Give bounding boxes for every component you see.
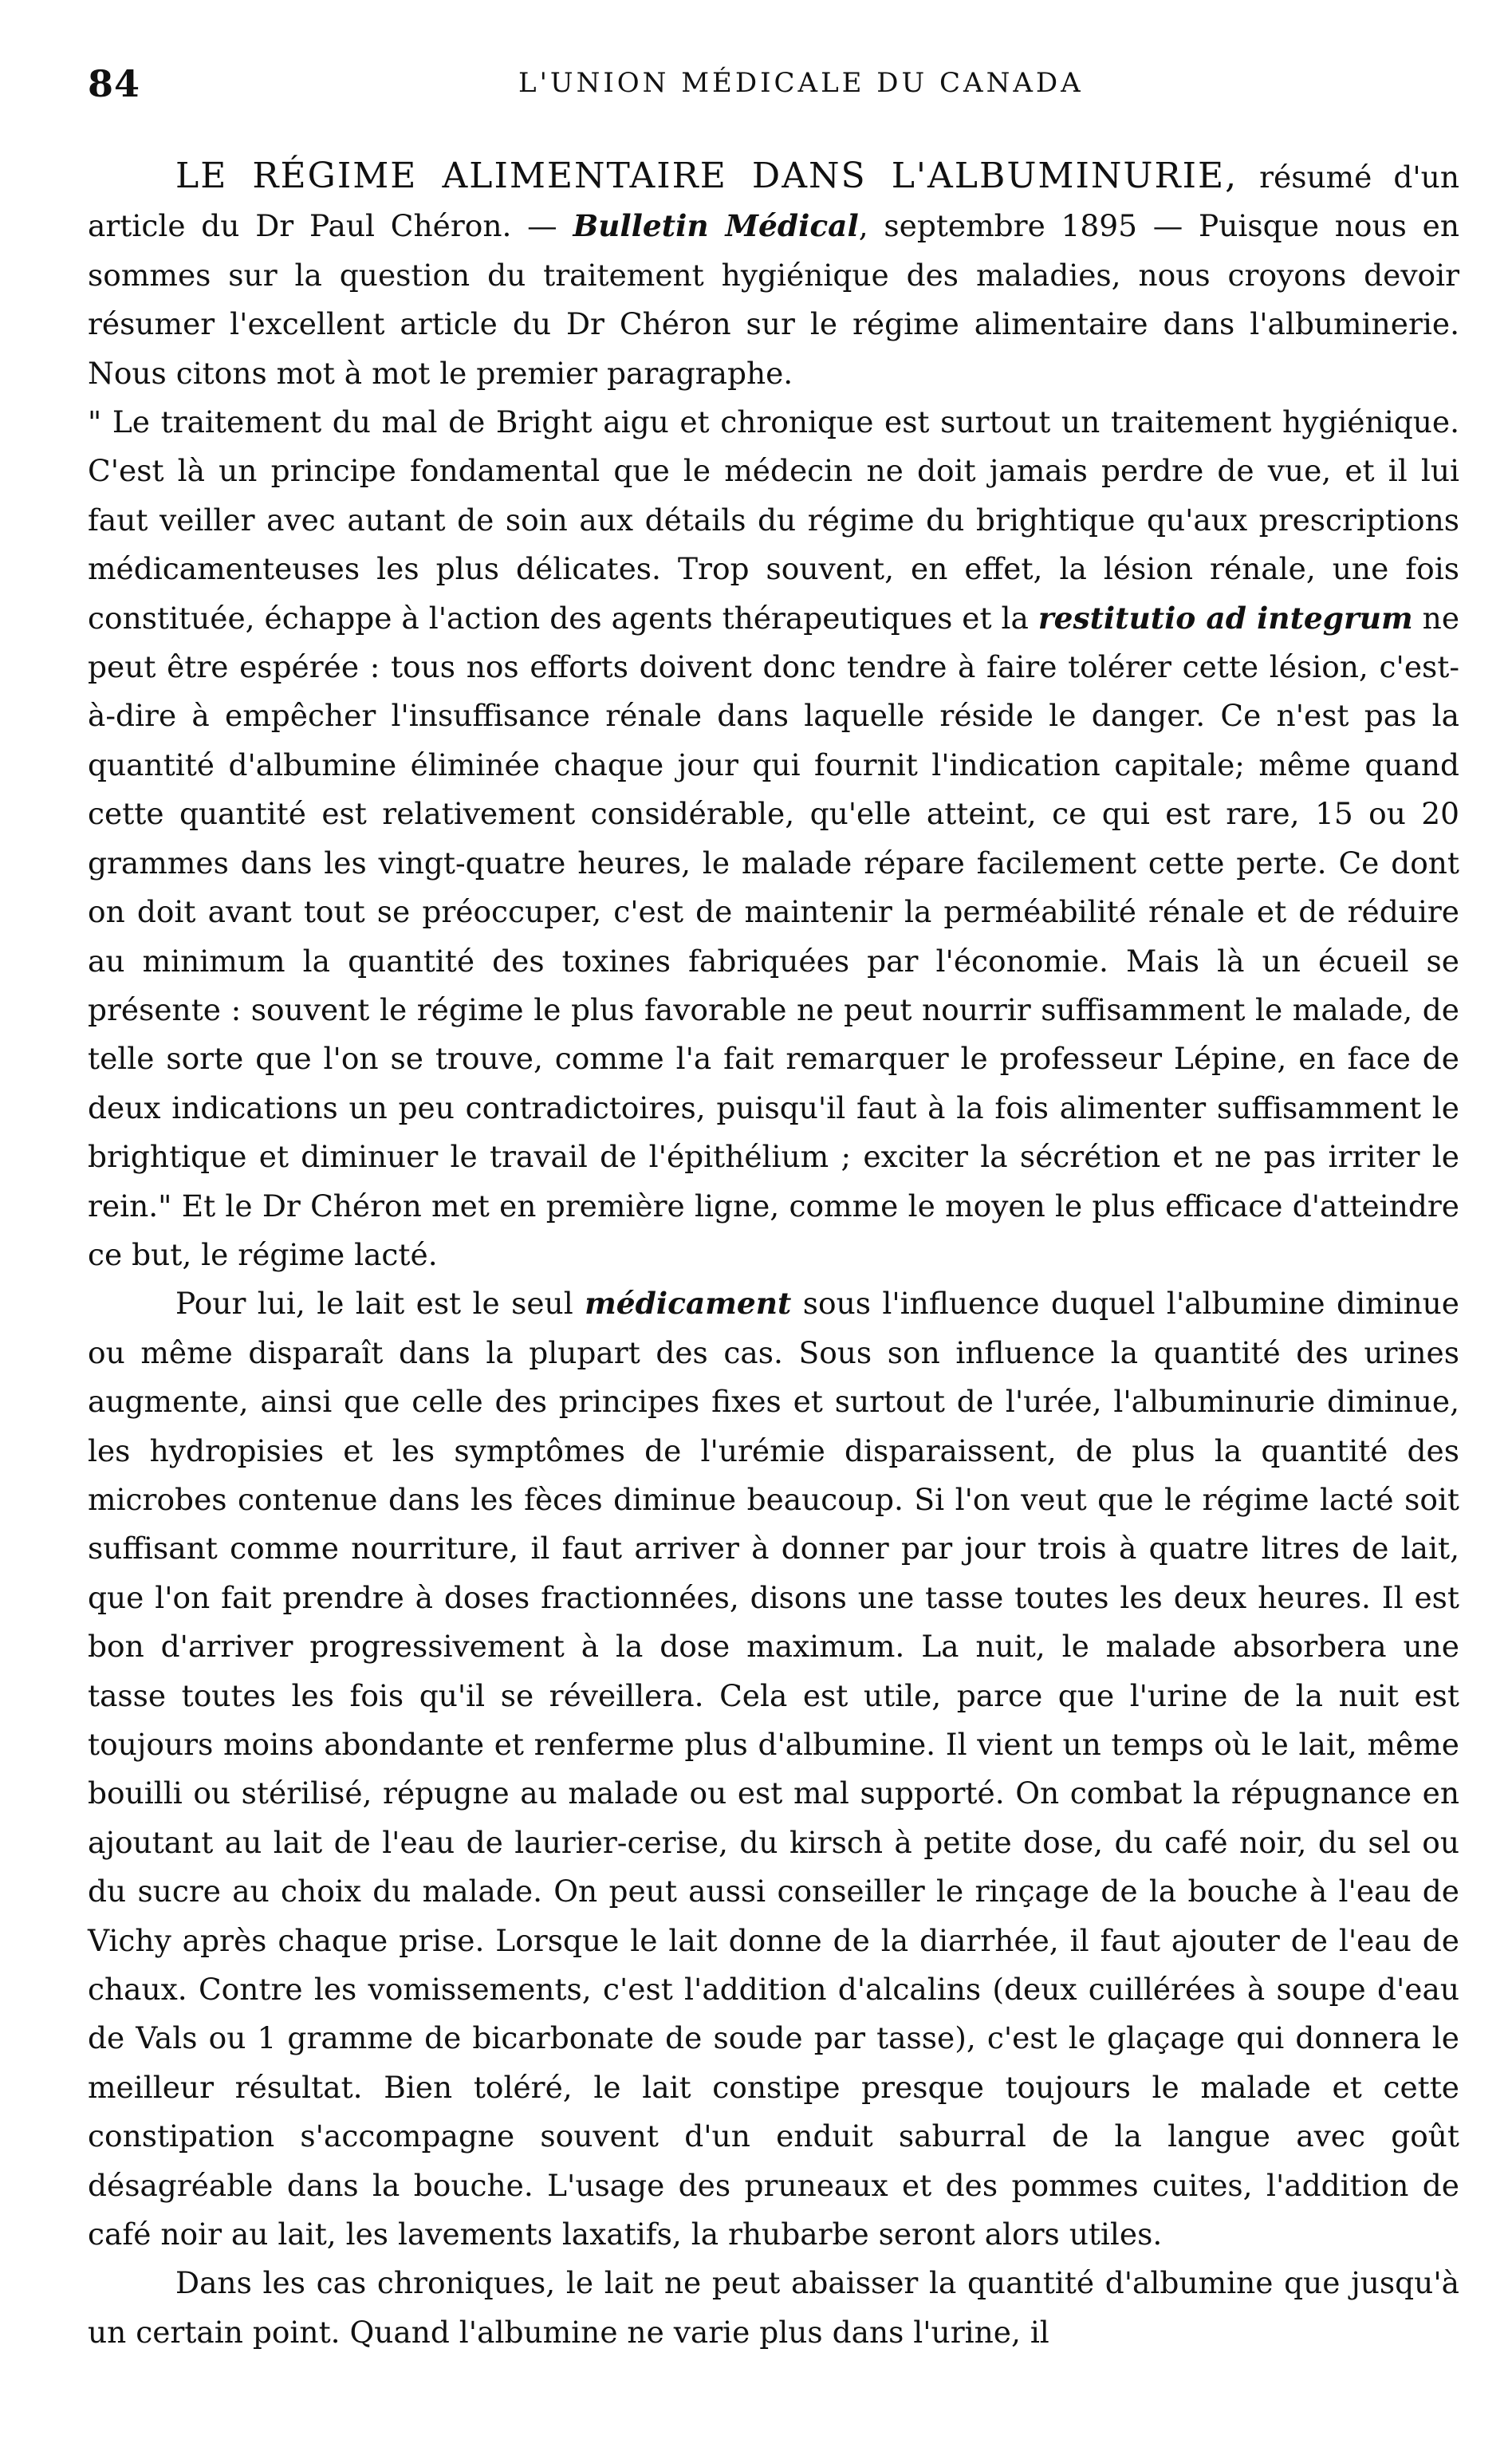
paragraph-chronic-cases: Dans les cas chroniques, le lait ne peut abaisser la quantité d'albumine que jusqu'à un certain point. Quand l'albumine ne varie plus dans l'urine, il xyxy=(88,2265,1459,2350)
emphasis-medicament: médicament xyxy=(585,1286,792,1322)
paragraph-milk-part-a: Pour lui, le lait est le seul xyxy=(175,1286,585,1322)
page-number: 84 xyxy=(88,62,141,105)
journal-title: L'UNION MÉDICALE DU CANADA xyxy=(518,67,1084,99)
source-publication: Bulletin Médical xyxy=(573,208,859,244)
paragraph-quote xyxy=(88,398,1459,1279)
paragraph-quote-part-b: ne peut être espérée : tous nos efforts doivent donc tendre à faire tolérer cette lésion, c'est-à-dire à empêcher l'insuffisance rénale dans laquelle réside le danger. Ce n'est pas la quantité d'albumine éliminée chaque jour qui fournit l'indication capitale; même quand cette quantité est relativement considérable, qu'elle atteint, ce qui est rare, 15 ou 20 grammes dans les vingt-quatre heures, le malade répare facilement cette perte. Ce dont on doit avant tout se préoccuper, c'est de maintenir la perméabilité rénale et de réduire au minimum la quantité des toxines fabriquées par l'économie. Mais là un écueil se présente : souvent le régime le plus favorable ne peut nourrir suffisamment le malade, de telle sorte que l'on se trouve, comme l'a fait remarquer le professeur Lépine, en face de deux indications un peu contradictoires, puisqu'il faut à la fois alimenter suffisamment le brightique et diminuer le travail de l'épithélium ; exciter la sécrétion et ne pas irriter le rein." Et le Dr Chéron met en première ligne, comme le moyen le plus efficace d'atteindre ce but, le régime lacté. xyxy=(88,600,1460,1272)
article-title-tail: résumé d'un article du Dr Paul Chéron. — xyxy=(88,160,1459,244)
latin-phrase: restitutio ad integrum xyxy=(1038,600,1413,636)
source-date: , septembre 1895 — xyxy=(858,208,1183,244)
article-body xyxy=(88,152,1459,2357)
paragraph-milk-part-b: sous l'influence duquel l'albumine diminue ou même disparaît dans la plupart des cas. Sous son influence la quantité des urines augmente, ainsi que celle des principes fixes et surtout de l'urée, l'albuminurie diminue, les hydropisies et les symptômes de l'urémie disparaissent, de plus la quantité des microbes contenue dans les fèces diminue beaucoup. Si l'on veut que le régime lacté soit suffisant comme nourriture, il faut arriver à donner par jour trois à quatre litres de lait, que l'on fait prendre à doses fractionnées, disons une tasse toutes les deux heures. Il est bon d'arriver progressivement à la dose maximum. La nuit, le malade absorbera une tasse toutes les fois qu'il se réveillera. Cela est utile, parce que l'urine de la nuit est toujours moins abondante et renferme plus d'albumine. Il vient un temps où le lait, même bouilli ou stérilisé, répugne au malade ou est mal supporté. On combat la répugnance en ajoutant au lait de l'eau de laurier-cerise, du kirsch à petite dose, du café noir, du sel ou du sucre au choix du malade. On peut aussi conseiller le rinçage de la bouche à l'eau de Vichy après chaque prise. Lorsque le lait donne de la diarrhée, il faut ajouter de l'eau de chaux. Contre les vomissements, c'est l'addition d'alcalins (deux cuillérées à soupe d'eau de Vals ou 1 gramme de bicarbonate de soude par tasse), c'est le glaçage qui donnera le meilleur résultat. Bien toléré, le lait constipe presque toujours le malade et cette constipation s'accompagne souvent d'un enduit saburral de la langue avec goût désagréable dans la bouche. L'usage des pruneaux et des pommes cuites, l'addition de café noir au lait, les lavements laxatifs, la rhubarbe seront alors utiles. xyxy=(88,1286,1459,2252)
paragraph-quote-part-a: " Le traitement du mal de Bright aigu et chronique est surtout un traitement hygiénique. C'est là un principe fondamental que le médecin ne doit jamais perdre de vue, et il lui faut veiller avec autant de soin aux détails du régime du brightique qu'aux prescriptions médicamenteuses les plus délicates. Trop souvent, en effet, la lésion rénale, une fois constituée, échappe à l'action des agents thérapeutiques et la xyxy=(88,404,1459,636)
article-title: LE RÉGIME ALIMENTAIRE DANS L'ALBUMINURIE, xyxy=(175,156,1238,196)
article-intro: Puisque nous en sommes sur la question du traitement hygiénique des maladies, nous croyons devoir résumer l'excellent article du Dr Chéron sur le régime alimentaire dans l'albuminerie. Nous citons mot à mot le premier paragraphe. xyxy=(88,208,1459,391)
paragraph-milk-regime xyxy=(88,1279,1459,2259)
article-heading-paragraph xyxy=(88,152,1459,398)
running-head xyxy=(88,62,1459,118)
